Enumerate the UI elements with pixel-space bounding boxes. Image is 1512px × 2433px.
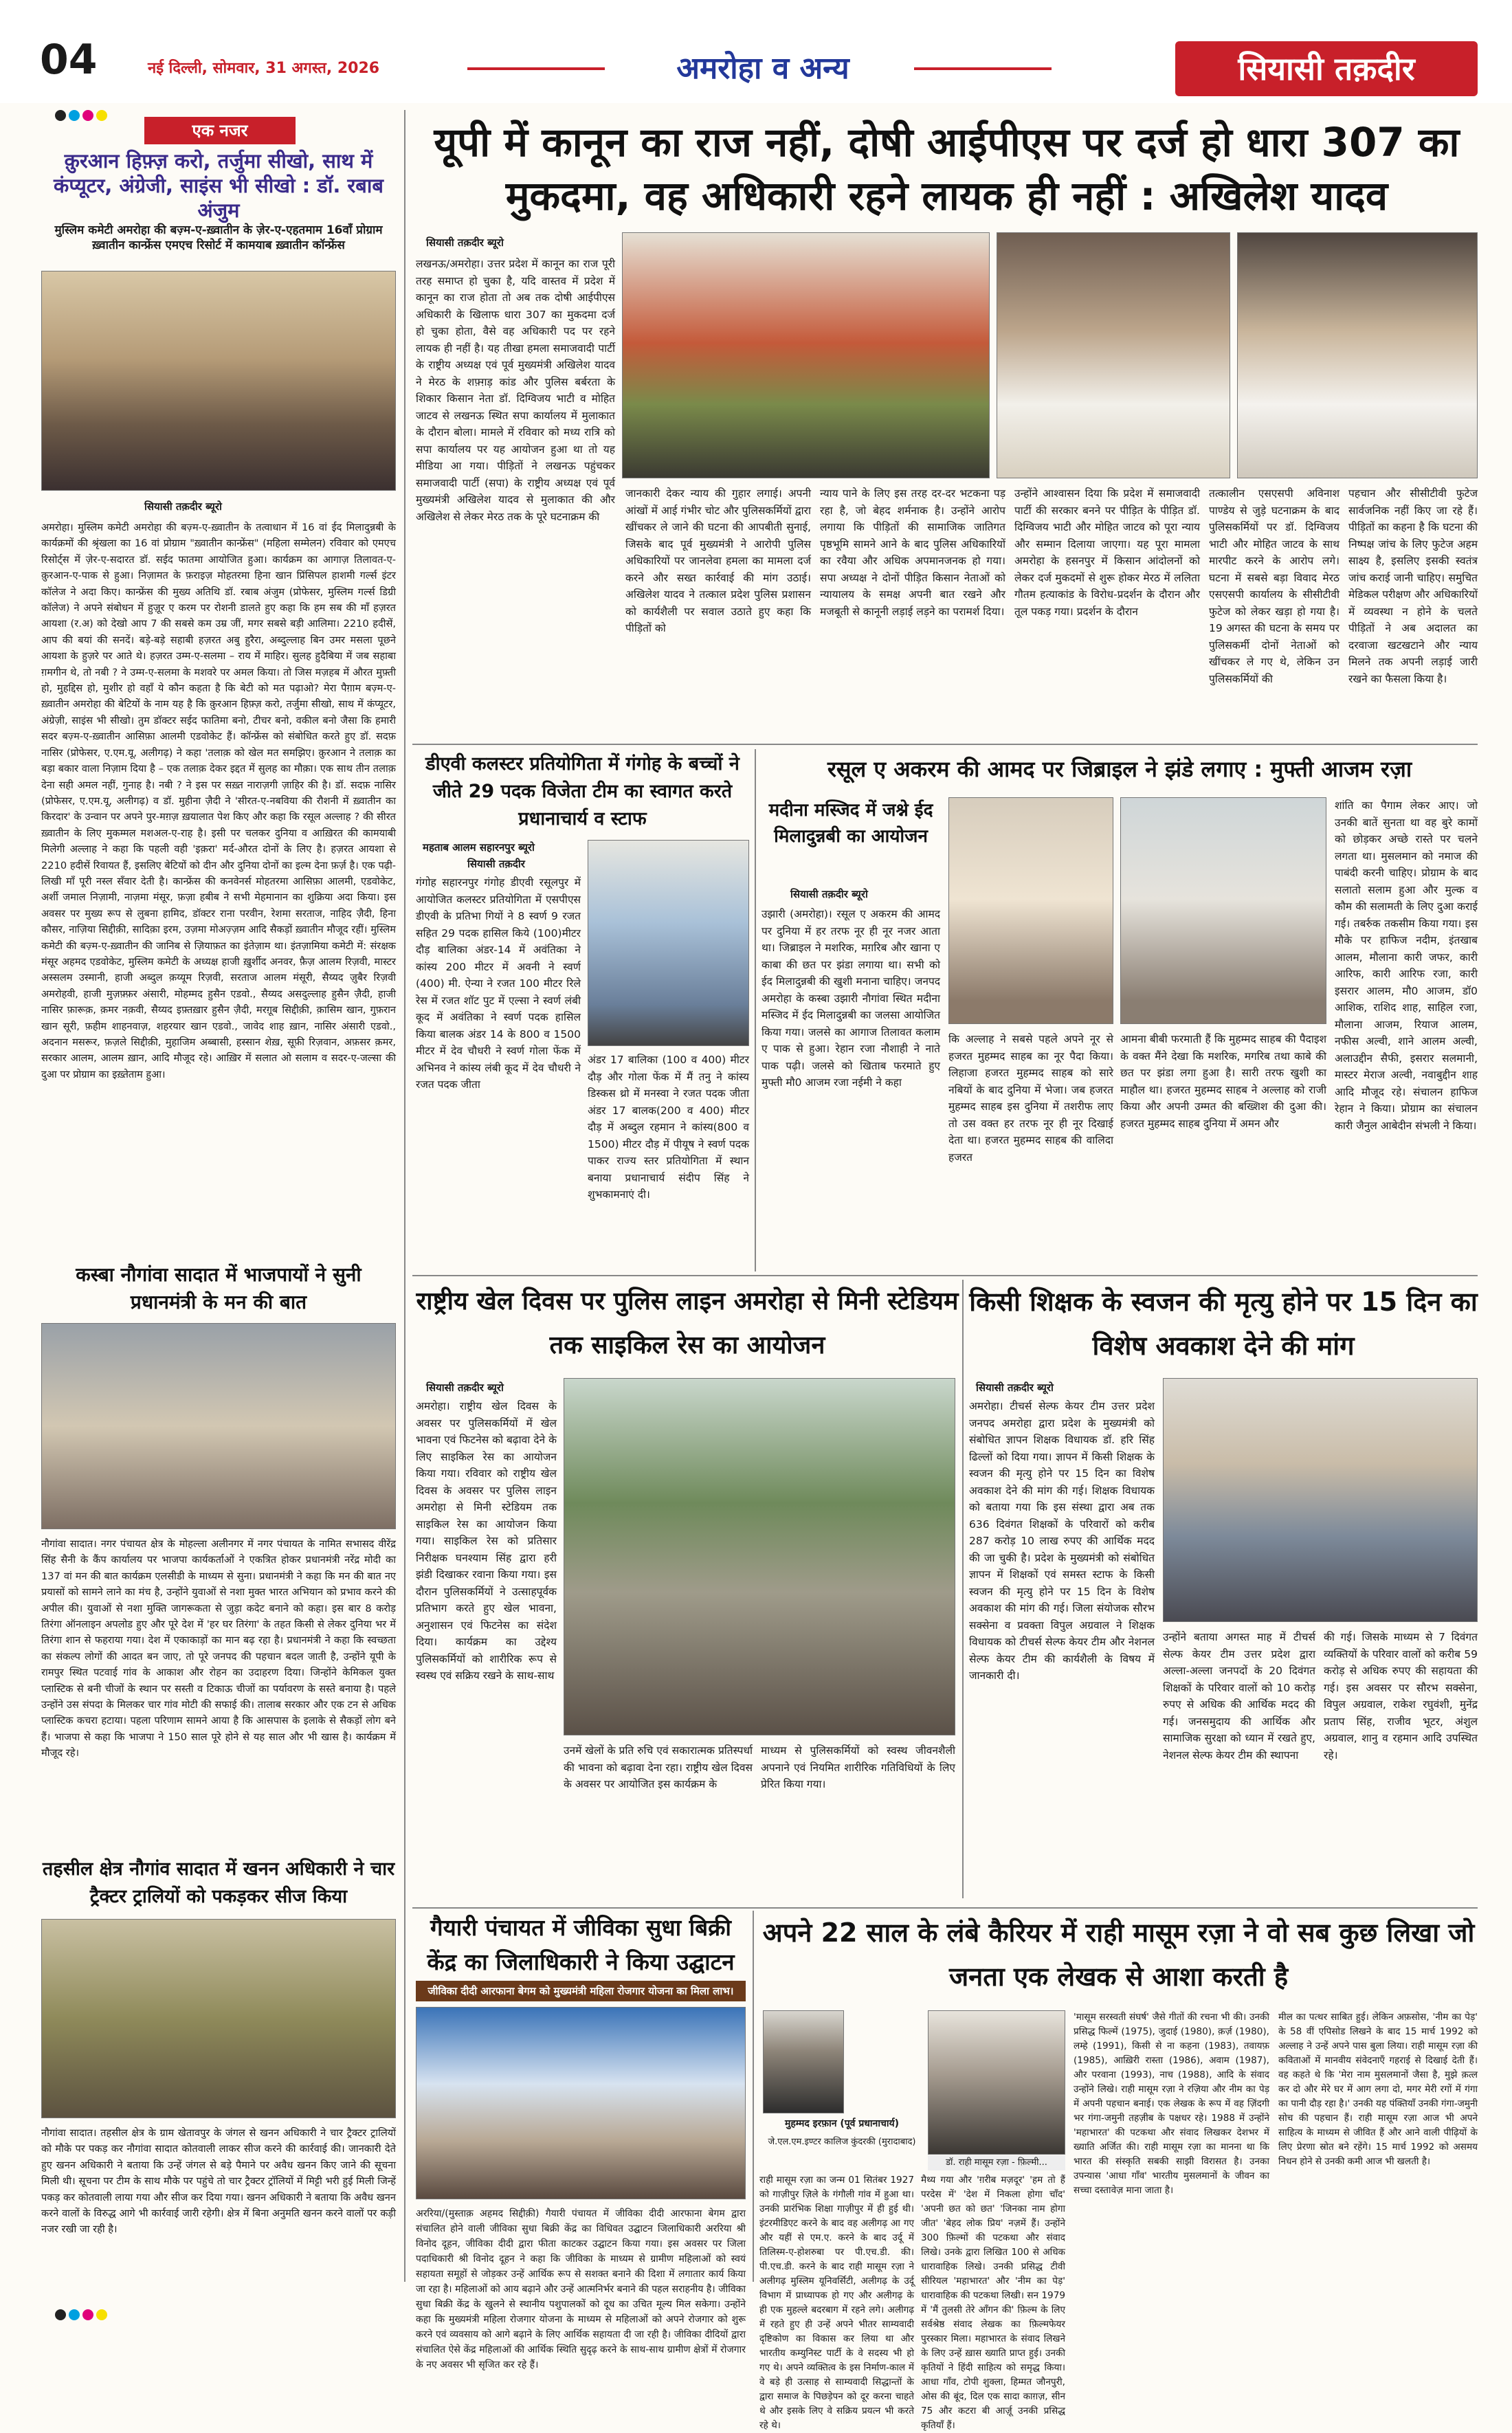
rasool-col4: शांति का पैगाम लेकर आए। जो उनकी बातें सुनता था वह बुरे कामों को छोड़कर अच्छे रास्ते पर चलने लगता था। मुसलमान को नमाज की पाबंदी करनी चाहिए। प्रोग्राम के बाद सलातो सलाम हुआ और मुल्क व कौम की सलामती के लिए दुआ कराई गई। तबर्रुक तकसीम किया गया। इस मौके पर हाफिज नदीम, इंतखाब आलम, मौलाना कारी जफर, कारी आरिफ, कारी आरिफ रजा, कारी इसरार आलम, मौ0 आजम, डॉ0 आशिक, राशिद शाह, साहिल रजा, मौलाना आजम, रियाज आलम, नफीस अल्वी, शाने आलम अल्वी, अलाउद्दीन सैफी, इसरार सलमानी, मास्टर मेराज अल्वी, नवाबुद्दीन शाह आदि मौजूद रहे। संचालन हाफिज रेहान ने किया। प्रोग्राम का संचालन कारी जैनुल आबेदीन संभली ने किया। [1335, 799, 1478, 1132]
tractor-photo [41, 1919, 396, 2118]
inauguration-photo [416, 2007, 746, 2199]
rasool-subhead: मदीना मस्जिद में जश्ने ईद मिलादुन्नबी का आयोजन [768, 800, 933, 847]
nauganwa-headline: कस्बा नौगांवा सादात में भाजपायों ने सुनी प्रधानमंत्री के मन की बात [76, 1263, 362, 1313]
teacher-headline: किसी शिक्षक के स्वजन की मृत्यु होने पर 15 दिन का विशेष अवकाश देने की मांग [969, 1287, 1478, 1361]
akhilesh-meeting-photo [622, 232, 990, 478]
author-portrait-photo [763, 2010, 844, 2113]
dpc-col2: अंडर 17 बालिका (100 व 400) मीटर दौड़ और गोला फेंक में मैं तनु ने कांस्य डिस्कस थ्रो में मनस्वा ने रजत पदक जीता अंडर 17 बालक(200 व 400) मीटर दौड़ में अब्दुल रहमान ने कांस्य(800 व 1500) मीटर दौड़ में पीयूष ने स्वर्ण पदक पाकर राज्य स्तर प्रतियोगिता में स्थान बनाया प्रधानाचार्य संदीप सिंह ने शुभकामनाएं दी। [588, 1054, 749, 1201]
rasool-headline: रसूल ए अकरम की आमद पर जिब्राइल ने झंडे लगाए : मुफ्ती आजम रज़ा [827, 756, 1412, 782]
masthead-rule-left [467, 67, 605, 70]
section-rule [412, 1907, 1478, 1909]
rasool-col2: कि अल्लाह ने सबसे पहले अपने नूर से हजरत मुहम्मद साहब का नूर पैदा किया। लिहाजा हजरत मुहम्मद साहब को सारे नबियों के बाद दुनिया में भेजा। जब हजरत मुहम्मद साहब इस दुनिया में तशरीफ लाए तो उस वक्त हर तरफ नूर ही नूर दिखाई देता था। हजरत मुहम्मद साहब की वालिदा हजरत [948, 1033, 1113, 1164]
column-rule [755, 749, 756, 1271]
injured-leaders-photo [1237, 232, 1478, 478]
column-rule [962, 1280, 964, 1898]
teacher-col1: अमरोहा। टीचर्स सेल्फ केयर टीम उत्तर प्रदेश जनपद अमरोहा द्वारा प्रदेश के मुख्यमंत्री को संबोधित ज्ञापन शिक्षक विधायक डॉ. हरि सिंह ढिल्लों को दिया गया। ज्ञापन में किसी शिक्षक के स्वजन की मृत्यु होने पर 15 दिन का विशेष अवकाश देने की मांग की गई। शिक्षक विधायक को बताया गया कि इस संस्था द्वारा अब तक 636 दिवंगत शिक्षकों के परिवारों को करीब 287 करोड़ 10 लाख रुपए की आर्थिक मदद की जा चुकी है। प्रदेश के मुख्यमंत्री को संबोधित ज्ञापन में शिक्षकों एवं समस्त स्टाफ के किसी स्वजन की मृत्यु होने पर 15 दिन के विशेष अवकाश की मांग की गई। जिला संयोजक सौरभ सक्सेना व प्रवक्ता विपुल अग्रवाल ने शिक्षक विधायक को टीचर्स सेल्फ केयर टीम और नेशनल सेल्फ केयर टीम की कार्यशैली के विषय में जानकारी दी। [969, 1400, 1155, 1682]
tv-watching-photo [41, 1323, 396, 1529]
masthead-rule-right [914, 67, 1052, 70]
raza-col3: 'मासूम सरस्वती संघर्ष' जैसे गीतों की रचना भी की। उनकी प्रसिद्ध फिल्में (1975), जुदाई (1980), क़र्ज़ (1980), लम्हे (1991), किसी से ना कहना (1983), तवायफ़ (1985), आख़िरी रास्ता (1986), अवाम (1987), और परवाना (1993), नाच (1988), आदि के संवाद उन्होंने लिखे। राही मासूम रज़ा ने रज़िया और नीम का पेड़ में अपनी पहचान बनाई। एक लेखक के रूप में वह ज़िंदगी भर गंगा-जमुनी तहज़ीब के पक्षधर रहे। 1988 में उन्होंने 'महाभारत' की पटकथा और संवाद लिखकर देशभर में ख्याति अर्जित की। राही मासूम रज़ा का मानना था कि भारत की संस्कृति सबकी साझी विरासत है। उनका उपन्यास 'आधा गाँव' भारतीय मुसलमानों के जीवन का सच्चा दस्तावेज़ माना जाता है। [1074, 2012, 1269, 2196]
memorandum-photo [1163, 1378, 1478, 1622]
main-story-col2: जानकारी देकर न्याय की गुहार लगाई। अपनी आंखों में आई गंभीर चोट और पुलिसकर्मियों द्वारा खींचकर ले जाने की घटना की आपबीती सुनाई, जिसके बाद पूर्व मुख्यमंत्री ने आरोपी पुलिस अधिकारियों पर जानलेवा हमला का मामला दर्ज करने और सख्त कार्रवाई की मांग उठाई। अखिलेश यादव ने तत्काल प्रदेश पुलिस प्रशासन को कार्यशैली पर सवाल उठाते हुए कहा कि पीड़ितों को [625, 487, 811, 634]
nauganwa-story [41, 1261, 396, 1852]
main-headline: यूपी में कानून का राज नहीं, दोषी आईपीएस पर दर्ज हो धारा 307 का मुकदमा, वह अधिकारी रहने लायक ही नहीं : अखिलेश यादव [434, 119, 1460, 219]
main-story-col5: तत्कालीन एसएसपी अविनाश पाण्डेय से जुड़े घटनाक्रम के बाद पुलिसकर्मियों पर डॉ. दिग्विजय भाटी और मोहित जाटव के साथ मारपीट करने के आरोप लगे। घटना में सबसे बड़ा विवाद मेरठ एसएसपी कार्यालय के सीसीटीवी फुटेज को लेकर खड़ा हो गया है। 19 अगस्त की घटना के समय पर पुलिसकर्मी दोनों नेताओं को खींचकर ले गए थे, लेकिन उन पुलिसकर्मियों की [1209, 487, 1339, 685]
nauganwa-body: नौगांवा सादात। नगर पंचायत क्षेत्र के मोहल्ला अलीनगर में नगर पंचायत के नामित सभासद वीरेंद्र सिंह सैनी के कैंप कार्यालय पर भाजपा कार्यकर्ताओं ने एकत्रित होकर प्रधानमंत्री नरेंद्र मोदी का 137 वां मन की बात कार्यक्रम एलसीडी के माध्यम से सुना। प्रधानमंत्री ने कहा कि मन की बात नए प्रयासों को सामने लाने का मंच है, उन्होंने युवाओं से नशा मुक्त भारत अभियान को प्रभाव करने की अपील की। युवाओं से नशा मुक्ति जागरूकता से जुड़ा कदेट बनाने को कहा। इस बार 8 करोड़ तिरंगा ऑनलाइन अपलोड हुए और पूरे देश में 'हर घर तिरंगा' के तहत किसी से लेकर दुनिया भर में तिरंगा शान से फहराया गया। देश में एकाकाड़ों का मान बढ़ रहा है। प्रधानमंत्री ने कहा कि स्वच्छता का संकल्प लोगों की आदत बन जाए, तो पूरे जनपद की पहचान बदल जाती है, उन्होंने यूपी के रामपुर स्थित पटवाई गांव के आकाश और रोहन का उदाहरण दिया। जिन्होंने केमिकल युक्त प्लास्टिक से बनी चीजों के स्थान पर सस्ती व टिकाऊ चीजों का पर्यावरण के सस्ते बनाया है। पहले उन्होंने उस संपदा के मिलकर चार गांव मोटी की सफाई की। तालाब सरकार और एक टन से अधिक प्लास्टिक कचरा हटाया। पहला परिणाम सामने आया है कि आसपास के इलाके से सैकड़ों लोग बने हैं। भाजपा से कहा कि भाजपा ने 150 साल पूरे होने से यह साल और भी खास है। कार्यक्रम में मौजूद रहे। [41, 1538, 396, 1759]
photo-caption: डॉ. राही मासूम रज़ा - फ़िल्मी... [928, 2155, 1065, 2170]
main-story-col4: उन्होंने आश्वासन दिया कि प्रदेश में समाजवादी पार्टी की सरकार बनने पर पीड़ित के पीड़ित डॉ. दिग्विजय भाटी और मोहित जाटव को पूरा न्याय और सम्मान दिलाया जाएगा। यह पूरा मामला अमरोहा के हसनपुर में किसान आंदोलनों को लेकर दर्ज मुकदमों से शुरू होकर मेरठ में ललिता गौतम हत्याकांड के विरोध-प्रदर्शन के दौरान और तूल पकड़ गया। प्रदर्शन के दौरान [1014, 487, 1200, 618]
raza-col2: मैथ्य गया और 'ग़रीब मज़दूर' 'हम तो हैं परदेस में' 'देश में निकला होगा चाँद' 'अपनी छत को छत' 'जिनका नाम होगा जीत' 'बेहद लोक प्रिय' नज़में हैं। उन्होंने 300 फ़िल्मों की पटकथा और संवाद लिखे। उनके द्वारा लिखित 100 से अधिक धारावाहिक लिखे। उनकी प्रसिद्ध टीवी सीरियल 'महाभारत' और 'नीम का पेड़' धारावाहिक की पटकथा लिखी। सन 1979 में 'मैं तुलसी तेरे आँगन की' फ़िल्म के लिए सर्वश्रेष्ठ संवाद लेखक का फ़िल्मफेयर पुरस्कार मिला। महाभारत के संवाद लिखने के लिए उन्हें ख़ास ख्याति प्राप्त हुई। उनकी कृतियों ने हिंदी साहित्य को समृद्ध किया। आधा गाँव, टोपी शुक्ला, हिम्मत जौनपुरी, ओस की बूंद, दिल एक सादा काग़ज़, सीन 75 और कटरा बी आर्ज़ू उनकी प्रसिद्ध कृतियाँ हैं। [921, 2175, 1065, 2431]
raza-col1: राही मासूम रज़ा का जन्म 01 सितंबर 1927 को गाज़ीपुर ज़िले के गंगौली गांव में हुआ था। उनकी प्रारंभिक शिक्षा गाज़ीपुर में ही हुई थी। इंटरमीडिएट करने के बाद वह अलीगढ़ आ गए और यहीं से एम.ए. करने के बाद उर्दू में तिलिस्म-ए-होशरुबा पर पी.एच.डी. की। पी.एच.डी. करने के बाद राही मासूम रज़ा ने अलीगढ़ मुस्लिम यूनिवर्सिटी, अलीगढ़ के उर्दू विभाग में प्राध्यापक हो गए और अलीगढ़ के ही एक मुहल्ले बदरबाग में रहने लगे। अलीगढ़ में रहते हुए ही उन्हें अपने भीतर साम्यवादी दृष्टिकोण का विकास कर लिया था और भारतीय कम्युनिस्ट पार्टी के वे सदस्य भी हो गए थे। अपने व्यक्तित्व के इस निर्माण-काल में वे बड़े ही उत्साह से साम्यवादी सिद्धान्तों के द्वारा समाज के पिछड़ेपन को दूर करना चाहते थे और इसके लिए वे सक्रिय प्रयत्न भी करते रहे थे। [759, 2175, 914, 2431]
author-name: मुहम्मद इरफ़ान (पूर्व प्रधानाचार्य) [785, 2118, 899, 2129]
ek-nazar-label: एक नजर [144, 117, 296, 144]
jeevika-col1: अररिया/(मुस्ताक़ अहमद सिद्दीक़ी) गैयारी पंचायत में जीविका दीदी आरफाना बेगम द्वारा संचालित होने वाली जीविका सुधा बिक्री केंद्र का विधिवत उद्घाटन जिलाधिकारी अररिया श्री विनोद दूहन, जीविका दीदी द्वारा फीता काटकर उद्घाटन किया गया। इस अवसर पर जिला पदाधिकारी श्री विनोद दूहन ने कहा कि जीविका के माध्यम से ग्रामीण महिलाओं को स्वयं सहायता समूहों से जोड़कर उन्हें आर्थिक रूप से सशक्त बनाने की दिशा में लगातार कार्य किया जा रहा है। महिलाओं को आय बढ़ाने और उन्हें आत्मनिर्भर बनाने की पहल सराहनीय है। जीविका सुधा बिक्री केंद्र के खुलने से स्थानीय पशुपालकों को दूध का उचित मूल्य मिल सकेगा। उन्होंने कहा कि मुख्यमंत्री महिला रोजगार योजना के माध्यम से महिलाओं को अपने रोजगार को शुरू करने एवं व्यवसाय को आगे बढ़ाने के लिए आर्थिक सहायता दी जा रही है। जीविका दीदियों द्वारा संचालित ऐसे केंद्र महिलाओं की आर्थिक स्थिति सुदृढ़ करने के साथ-साथ ग्रामीण क्षेत्रों में रोजगार के नए अवसर भी सृजित कर रहे हैं। [416, 2208, 746, 2370]
mining-headline: तहसील क्षेत्र नौगांव सादात में खनन अधिकारी ने चार ट्रैक्टर ट्रालियों को पकड़कर सीज किया [42, 1858, 395, 1907]
mining-story [41, 1856, 396, 2289]
press-conference-photo [997, 232, 1230, 478]
rasool-col1: उझारी (अमरोहा)। रसूल ए अकरम की आमद पर दुनिया में हर तरफ नूर ही नूर नजर आता था। जिब्राइल ने मशरिक, मग़रिब और खाना ए काबा की छत पर झंडा लगाया था। सभी को ईद मिलादुन्नबी की खुशी मनाना चाहिए। जनपद अमरोहा के कस्बा उझारी नौगांवा स्थित मदीना मस्जिद में ईद मिलादुन्नबी का जलसा आयोजित किया गया। जलसे का आगाज तिलावत कलाम ए पाक से हुआ। रेहान रजा नौशाही ने नाते पाक पढ़ी। जलसे को खिताब फरमाते हुए मुफ्ती मौ0 आजम रजा नईमी ने कहा [761, 908, 940, 1089]
bureau-credit: महताब आलम सहारनपुर ब्यूरो [423, 841, 535, 854]
ek-nazar-headline: क़ुरआन हिफ़्ज़ करो, तर्जुमा सीखो, साथ में कंप्यूटर, अंग्रेजी, साइंस भी सीखो : डॉ. रबाब अंजुम [54, 149, 383, 222]
dpc-headline: डीएवी कलस्टर प्रतियोगिता में गंगोह के बच्चों ने जीते 29 पदक विजेता टीम का स्वागत करते प्रधानाचार्य व स्टाफ [425, 753, 740, 830]
main-story-col1: लखनऊ/अमरोहा। उत्तर प्रदेश में कानून का राज पूरी तरह समाप्त हो चुका है, यदि वास्तव में प्रदेश में कानून का राज होता तो अब तक दोषी आईपीएस अधिकारी के खिलाफ धारा 307 का मुकदमा दर्ज हो चुका होता, वैसे वह अधिकारी पद पर रहने लायक ही नहीं है। यह तीखा हमला समाजवादी पार्टी के राष्ट्रीय अध्यक्ष एवं पूर्व मुख्यमंत्री अखिलेश यादव ने मेरठ के शफ़्ग़ड़ कांड और पुलिस बर्बरता के शिकार किसान नेता डॉ. दिग्विजय भाटी व मोहित जाटव से लखनऊ स्थित सपा कार्यालय में मुलाकात के दौरान बोला। मामले में रविवार को मध्य रात्रि को सपा कार्यालय पर यह आयोजन हुआ था तो यह मीडिया आ गया। पीड़ितों ने लखनऊ पहुंचकर समाजवादी पार्टी (सपा) के राष्ट्रीय अध्यक्ष एवं पूर्व मुख्यमंत्री अखिलेश यादव से मुलाकात की और अखिलेश से लेकर मेरठ तक के पूरे घटनाक्रम की [416, 258, 615, 523]
jeevika-subhead: जीविका दीदी आरफाना बेगम को मुख्यमंत्री महिला रोजगार योजना का मिला लाभ। [416, 1981, 746, 2001]
teacher-col2: उन्होंने बताया अगस्त माह में टीचर्स सेल्फ केयर टीम उत्तर प्रदेश द्वारा अल्ला-अल्ला जनपदों के 20 दिवंगत शिक्षकों के परिवार वालों को 10 करोड़ रुपए से अधिक की आर्थिक मदद की गई। जनसमुदाय की आर्थिक और सामाजिक सुरक्षा को ध्यान में रखते हुए, नेशनल सेल्फ केयर टीम की स्थापना [1163, 1631, 1315, 1762]
cycle-headline: राष्ट्रीय खेल दिवस पर पुलिस लाइन अमरोहा से मिनी स्टेडियम तक साइकिल रेस का आयोजन [416, 1287, 959, 1359]
registration-dot-icon [82, 2309, 93, 2320]
raza-portrait-photo [928, 2010, 1065, 2155]
masthead [0, 0, 1512, 103]
cycle-col2: उनमें खेलों के प्रति रुचि एवं सकारात्मक प्रतिस्पर्धा की भावना को बढ़ावा देना रहा। राष्ट्रीय खेल दिवस के अवसर पर आयोजित इस कार्यक्रम के [564, 1744, 753, 1790]
section-rule [412, 1275, 1478, 1276]
registration-dot-icon [55, 2309, 66, 2320]
date-line: नई दिल्ली, सोमवार, 31 अगस्त, 2026 [148, 60, 380, 77]
paper-name-badge: सियासी तक़दीर [1175, 41, 1478, 96]
raza-headline: अपने 22 साल के लंबे कैरियर में राही मासूम रज़ा ने वो सब कुछ लिखा जो जनता एक लेखक से आशा करती है [762, 1918, 1475, 1992]
registration-dot-icon [69, 2309, 80, 2320]
bureau-credit: सियासी तक़दीर ब्यूरो [144, 500, 222, 513]
main-story-col6: पहचान और सीसीटीवी फुटेज सार्वजनिक नहीं किए जा रहे हैं। पीड़ितों का कहना है कि घटना की निष्पक्ष जांच के लिए फुटेज अहम साक्ष्य है, इसलिए इसकी स्वतंत्र जांच कराई जानी चाहिए। समुचित मेडिकल परीक्षण और अधिकारियों में व्यवस्था न होने के चलते पीड़ितों ने अब अदालत का दरवाजा खटखटाने और न्याय मिलने तक अपनी लड़ाई जारी रखने का फैसला किया है। [1348, 487, 1478, 685]
author-title: जे.एल.एम.इण्टर कालिज कुंदरकी (मुरादाबाद) [768, 2137, 916, 2147]
bureau-credit: सियासी तक़दीर ब्यूरो [976, 1381, 1054, 1394]
mining-body: नौगांवा सादात। तहसील क्षेत्र के ग्राम खेतावपुर के जंगल से खनन अधिकारी ने चार ट्रैक्टर ट्रालियों को मौके पर पकड़ कर नौगांवा सादात कोतवाली लाकर सीज करने की कार्रवाई की। जानकारी देते हुए खनन अधिकारी ने बताया कि उन्हें जंगल से बड़े पैमाने पर अवैध खनन किए जाने की सूचना मिली थी। सूचना पर टीम के साथ मौके पर पहुंचे तो चार ट्रैक्टर ट्रॉलियों में मिट्टी भरी हुई मिली जिन्हें पकड़ कर कोतवाली लाया गया और सीज कर दिया गया। खनन अधिकारी ने बताया कि अवैध खनन करने वालों के विरुद्ध आगे भी कार्रवाई जारी रहेगी। क्षेत्र में बिना अनुमति खनन करने वालों पर कड़ी नजर रखी जा रही है। [41, 2127, 396, 2236]
dpc-col1: गंगोह सहारनपुर गंगोह डीएवी रसूलपुर में आयोजित कलस्टर प्रतियोगिता में एसपीएस डीएवी के प्रतिभा गियों ने 8 स्वर्ण 9 रजत सहित 29 पदक हासिल किये (100)मीटर दौड़ बालिका अंडर-14 में अवंतिका ने कांस्य 200 मीटर में अवनी ने स्वर्ण (400) मी. ऐन्या ने रजत 100 मीटर रिले रेस में रजत शॉट पुट में एल्सा ने स्वर्ण लंबी कूद में अवंतिका ने स्वर्ण पदक हासिल किया बालक अंडर 14 के 800 व 1500 मीटर में देव चौधरी ने स्वर्ण गोला फेंक में अभिनव ने कांस्य लंबी कूद में देव चौधरी ने रजत पदक जीता [416, 876, 581, 1091]
registration-dot-icon [96, 2309, 107, 2320]
section-title: अमरोहा व अन्य [676, 51, 849, 86]
bureau-credit: सियासी तक़दीर ब्यूरो [426, 236, 504, 249]
main-story-col3: न्याय पाने के लिए इस तरह दर-दर भटकना पड़ रहा है, जो बेहद शर्मनाक है। उन्होंने आरोप लगाया कि पीड़ितों की सामाजिक जातिगत पृष्ठभूमि सामने आने के बाद पुलिस अधिकारियों का रवैया और अधिक अपमानजनक हो गया। सपा अध्यक्ष ने दोनों पीड़ित किसान नेताओं को न्यायालय के समक्ष अपनी बात रखने और मजबूती से कानूनी लड़ाई लड़ने का परामर्श दिया। [820, 487, 1005, 618]
column-rule [404, 110, 405, 2282]
mufti-speech-photo [948, 797, 1113, 1024]
jeevika-headline: गैयारी पंचायत में जीविका सुधा बिक्री केंद्र का जिलाधिकारी ने किया उद्घाटन [427, 1914, 735, 1975]
students-medals-photo [588, 840, 749, 1046]
ek-nazar-box [41, 110, 396, 1258]
conference-hall-photo [41, 271, 396, 491]
cycle-col1: अमरोहा। राष्ट्रीय खेल दिवस के अवसर पर पुलिसकर्मियों में खेल भावना एवं फिटनेस को बढ़ावा देने के लिए साइकिल रेस का आयोजन किया गया। रविवार को राष्ट्रीय खेल दिवस के अवसर पर पुलिस लाइन अमरोहा से मिनी स्टेडियम तक साइकिल रेस का आयोजन किया गया। साइकिल रेस को प्रतिसार निरीक्षक घनश्याम सिंह द्वारा हरी झंडी दिखाकर रवाना किया गया। इस दौरान पुलिसकर्मियों ने उत्साहपूर्वक प्रतिभाग करते हुए खेल भावना, अनुशासन एवं फिटनेस का संदेश दिया। कार्यक्रम का उद्देश्य पुलिसकर्मियों को शारीरिक रूप से स्वस्थ एवं सक्रिय रखने के साथ-साथ [416, 1400, 557, 1682]
raza-col4: मील का पत्थर साबित हुई। लेकिन अफ़सोस, 'नीम का पेड़' के 58 वीं एपिसोड लिखने के बाद 15 मार्च 1992 को अल्लाह ने उन्हें अपने पास बुला लिया। राही मासूम रज़ा की कविताओं में मानवीय संवेदनाएँ गहराई से दिखाई देती हैं। वह कहते थे कि 'मेरा नाम मुसलमानों जैसा है, मुझे क़त्ल कर दो और मेरे घर में आग लगा दो, मगर मेरी रगों में गंगा का पानी दौड़ रहा है।' उनकी यह पंक्तियाँ उनकी गंगा-जमुनी सोच की पहचान हैं। राही मासूम रज़ा आज भी अपने साहित्य के माध्यम से जीवित हैं और आने वाली पीढ़ियों के लिए प्रेरणा स्रोत बने रहेंगे। 15 मार्च 1992 को असमय निधन होने से उनकी कमी आज भी खलती है। [1278, 2012, 1478, 2167]
page-number: 04 [40, 36, 98, 84]
teacher-col3: की गई। जिसके माध्यम से 7 दिवंगत व्यक्तियों के परिवार वालों को करीब 59 करोड़ से अधिक रुपए की सहायता की गई। इस अवसर पर सौरभ सक्सेना, विपुल अग्रवाल, राकेश रघुवंशी, मुनेंद्र प्रताप सिंह, राजीव भूटर, अंशुल अग्रवाल, शानु व रहमान आदि उपस्थित रहे। [1324, 1631, 1478, 1762]
mosque-gathering-photo [1120, 797, 1326, 1024]
ek-nazar-body: अमरोहा। मुस्लिम कमेटी अमरोहा की बज़्म-ए-ख़्वातीन के तत्वाधान में 16 वां ईद मिलादुन्नबी के कार्यक्रमों की श्रृंखला का 16 वां प्रोग्राम "ख़्वातीन कान्फ्रेंस" (महिला सम्मेलन) रविवार को एमएच रिसोर्ट्स में ज़ेर-ए-सदारत डॉ. सईद फातमा आयोजित हुआ। कार्यक्रम का आगाज़ तिलावत-ए-क़ुरआन-ए-पाक से हुआ। निज़ामत के फ़राइज़ मोहतरमा हिना खान प्रिंसिपल हाशमी गर्ल्स इंटर कॉलेज ने अदा किए। कान्फ्रेंस की मुख्य अतिथि डॉ. रबाब अंजुम (प्रोफेसर, मुस्लिम गर्ल्स डिग्री कॉलेज) ने अपने संबोधन में हुज़ूर ए करम पर रोशनी डालते हुए कहा कि हम सब की माँ हज़रत आयशा (र.अ) को देखो आप 7 की सबसे कम उम्र जीं, मगर सबसे बड़ी आलिमा। 2210 हदीसें, आप की बयां की सनदें। बड़े-बड़े सहाबी हज़रत अबु हुरैरा, अब्दुल्लाह बिन उमर मसला पूछने आयशा के हुज़रे पर आते थे। हज़रत उम्म-ए-सलमा – राय में माहिर। सुलह हुदैबिया में जब सहाबा ग़मगीन थे, तो नबी ? ने उम्म-ए-सलमा के मशवरे पर अमल किया। तो जिस मज़हब में औरत मुफ़्ती हो, मुहद्दिस हो, मुशीर हो वहाँ ये कौन कहता है कि बेटी को मत पढ़ाओ? मेरा पैग़ाम बज़्म-ए-ख़्वातीन अमरोहा की बेटियों के नाम यह है कि क़ुरआन हिफ़्ज़ करो, तर्जुमा सीखो, साथ में कंप्यूटर, अंग्रेज़ी, साइंस भी सीखो। तुम डॉक्टर सईद फातिमा बनो, टीचर बनो, वकील बनो जैसा कि हमारी सदर बज़्म-ए-ख़्वातीन आसिफ़ा आलमी एडवोकेट हैं। कॉन्फ्रेंस को संबोधित करते हुए डॉ. सदफ़ नासिर (प्रोफेसर, ए.एम.यू, अलीगढ़) ने कहा 'तलाक़ को खेल मत समझिए। क़ुरआन ने तलाक़ का बड़ा बकार वाला निज़ाम दिया है – एक तलाक़ देकर इद्दत में सुलह का मौक़ा। एक साथ तीन तलाक़ देना सही अमल नहीं, गुनाह है। नबी ? ने इस पर सख़्त नाराज़गी ज़ाहिर की है। डॉ. सदफ़ नासिर (प्रोफेसर, ए.एम.यू, अलीगढ़) व डॉ. मुहीना ज़ैदी ने 'सीरत-ए-नबविया की रौशनी में ख़्वातीन का किरदार' के उन्वान पर अपने पुर-मग़ज़ ख़यालात पेश किए और कहा कि रसूल अल्लाह ? की सीरत ख़्वातीन के लिए मुकम्मल मशअल-ए-राह है। इसी पर चलकर दुनिया व आख़िरत की कामयाबी मिलेगी अल्लाह ने कहा कि पहली वही 'इक़रा' मर्द-औरत दोनों के लिए है। हज़रत आयशा से 2210 हदीसें रिवायत हैं, इसलिए बेटियों को दीन और दुनिया दोनों का इल्म देना फ़र्ज़ है। एक पढ़ी-लिखी माँ पूरी नस्ल सँवार देती है। कान्फ्रेंस की कनवेनर्स मोहतरमा आसिफ़ा आलमी, एडवोकेट, अर्शी जमाल निज़ामी, नाज़मा मंसूर, फ़ज़ा हबीब ने सभी मेहमानान का शुक्रिया अदा किया। इस अवसर पर मुख्य रूप से लुबना हामिद, डॉक्टर राना परवीन, रेशमा सरताज, नाहिद ज़ैदी, हिना कौसर, नाज़िया सिद्दीक़ी, सादिक़ा इरम, उज़मा मोअज़्ज़म आदि सैकड़ों ख़्वातीन मौजूद रहीं। मुस्लिम कमेटी की बज़्म-ए-ख़्वातीन की जानिब से ज़ियाफ़त का इंतेज़ाम था। इंतज़ामिया कमेटी में: संरक्षक मंसूर अहमद एडवोकेट, मुस्लिम कमेटी के अध्यक्ष हाजी ख़ुर्शीद अनवर, फ़ैज़ आलम रिज़वी, मास्टर अस्सलम उस्मानी, हाजी अब्दुल क़य्यूम रिज़वी, सरताज आलम मंसूरी, सैय्यद ज़ुबैर रिज़वी अमरोहवी, हाजी मुज़फ़्फ़र अंसारी, मोहम्मद हुसैन एडवो., सैय्यद असदुल्लाह हुसैन ज़ैदी, हाजी नासिर फ़ारूक़, क़मर नक़वी, सैय्यद इफ़्तख़ार हुसैन ज़ैदी, मरग़ूब सिद्दीक़ी, क़ासिम खान, गुफ़रान खान सूरी, फ़हीम शाहनवाज़, शहरयार खान एडवो., जावेद शाह ख़ान, नासिर अंसारी एडवो., अदनान मसरूर, फ़ज़ले सिद्दीक़ी, मुहाजिम अब्बासी, हस्सान शेख़, सूफ़ी रिज़वान, अफ़सर क़मर, सरकार आलम, आलम ख़ान, आदि मौजूद रहे। आख़िर में सलात ओ सलाम व सदर-ए-जल्सा की दुआ पर प्रोग्राम का इख़्तेताम हुआ। [41, 522, 396, 1080]
rasool-col3: आमना बीबी फरमाती हैं कि मुहम्मद साहब की पैदाइश के वक्त मैंने देखा कि मशरिक, मगरिब तथा काबे की छत पर झंडा लगा हुआ है। सारी तरफ खुशी का माहौल था। हजरत मुहम्मद साहब ने अल्लाह को राजी किया और अपनी उम्मत की बख्शिश की दुआ की। हजरत मुहम्मद साहब दुनिया में अमन और [1120, 1033, 1326, 1130]
cycle-rally-photo [564, 1378, 955, 1735]
column-rule [753, 1911, 754, 2282]
cycle-col3: माध्यम से पुलिसकर्मियों को स्वस्थ जीवनशैली अपनाने एवं नियमित शारीरिक गतिविधियों के लिए प्रेरित किया गया। [761, 1744, 955, 1790]
bureau-credit: सियासी तक़दीर [467, 858, 525, 870]
section-rule [412, 744, 1478, 745]
bureau-credit: सियासी तक़दीर ब्यूरो [790, 888, 868, 900]
bureau-credit: सियासी तक़दीर ब्यूरो [426, 1381, 504, 1394]
ek-nazar-subhead: मुस्लिम कमेटी अमरोहा की बज़्म-ए-ख़्वातीन के ज़ेर-ए-एहतमाम 16वाँ प्रोग्राम ख़्वातीन कान्फ्रेंस एमएच रिसोर्ट में कामयाब ख़्वातीन कॉन्फ्रेंस [54, 223, 383, 252]
